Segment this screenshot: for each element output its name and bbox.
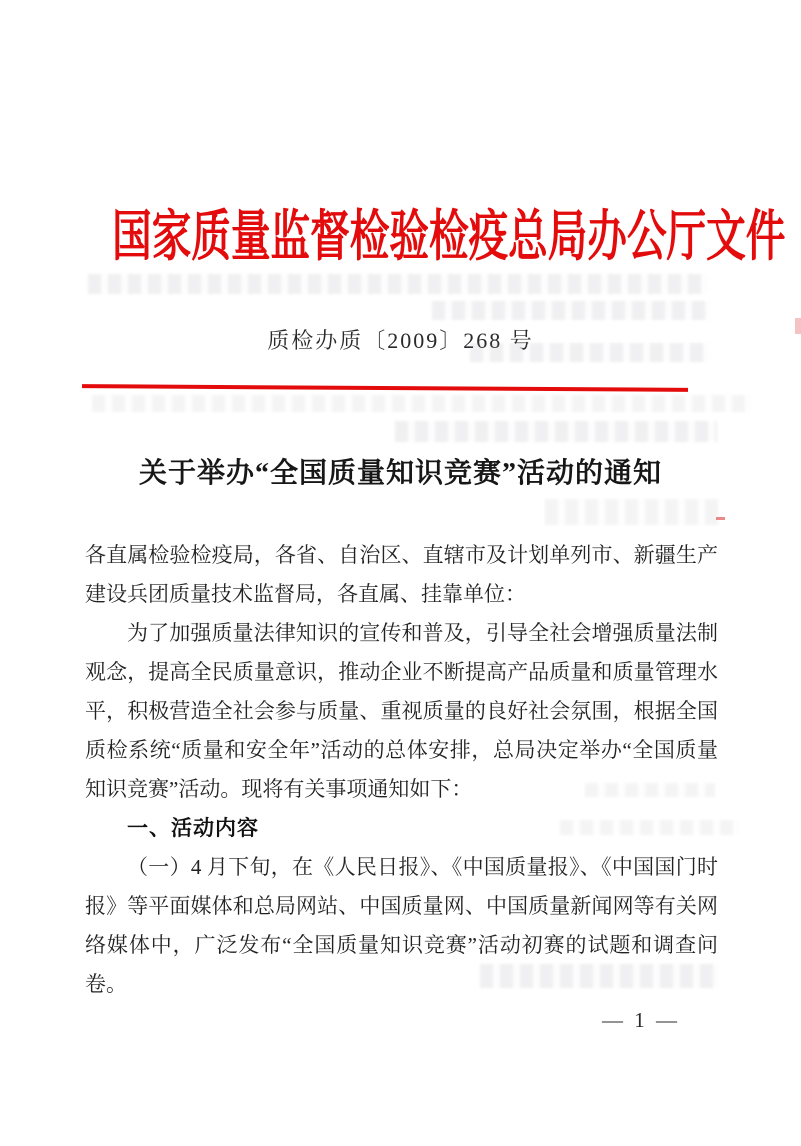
bleedthrough-smudge [545,499,720,525]
item-paragraph: （一）4 月下旬，在《人民日报》、《中国质量报》、《中国国门时报》等平面媒体和总局网站、中国质量网、中国质量新闻网等有关网络媒体中，广泛发布“全国质量知识竞赛”活动初赛的试题和调查问卷。 [85,855,718,996]
section-heading: 一、活动内容 [127,817,259,840]
bleedthrough-smudge [432,301,710,320]
document-number: 质检办质〔2009〕268 号 [267,328,534,353]
notice-body [85,536,718,1004]
recipients-line: 各直属检验检疫局，各省、自治区、直辖市及计划单列市、新疆生产建设兵团质量技术监督局，各直属、挂靠单位： [85,543,718,606]
intro-paragraph: 为了加强质量法律知识的宣传和普及，引导全社会增强质量法制观念，提高全民质量意识，推动企业不断提高产品质量和质量管理水平，积极营造全社会参与质量、重视质量的良好社会氛围，根据全国质检系统“质量和安全年”活动的总体安排，总局决定举办“全国质量知识竞赛”活动。现将有关事项通知如下： [85,621,718,801]
page-number: — 1 — [602,1008,680,1032]
bleedthrough-smudge [395,421,717,442]
bleedthrough-smudge [88,274,708,294]
letterhead-divider-rule [82,384,688,392]
letterhead-agency-title: 国家质量监督检验检疫总局办公厅文件 [112,206,786,267]
red-ink-artifact [716,517,725,520]
notice-title: 关于举办“全国质量知识竞赛”活动的通知 [138,458,662,489]
bleedthrough-smudge [92,395,752,412]
